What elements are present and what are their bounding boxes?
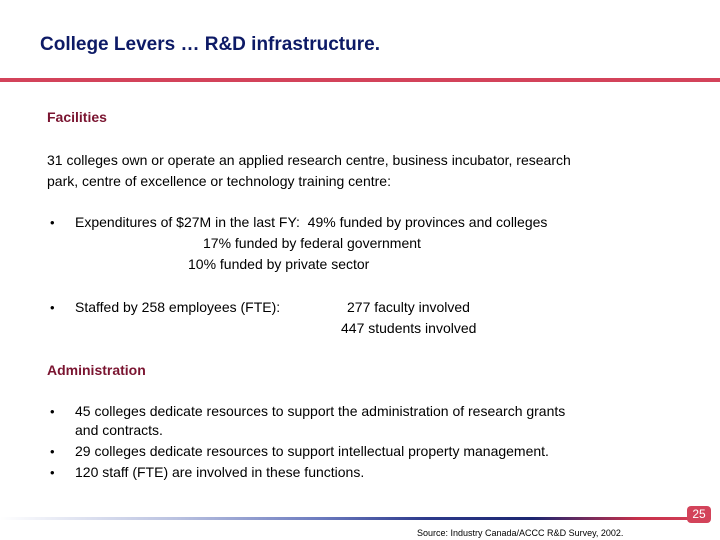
expenditures-line: Expenditures of $27M in the last FY: 49% funded by provinces and colleges: [75, 214, 548, 230]
bullet-marker: •: [50, 404, 55, 419]
admin-item-3: 120 staff (FTE) are involved in these functions.: [75, 464, 365, 480]
admin-item-1-cont: and contracts.: [75, 422, 163, 438]
bullet-marker: •: [50, 215, 55, 230]
staffed-label: Staffed by 258 employees (FTE):: [75, 299, 281, 315]
administration-heading: Administration: [47, 362, 146, 378]
facilities-intro: [47, 150, 687, 192]
expenditures-federal: 17% funded by federal government: [203, 235, 421, 251]
bullet-marker: •: [50, 465, 55, 480]
title-divider: [0, 78, 720, 82]
students-line: 447 students involved: [341, 320, 477, 336]
facilities-intro-line: 31 colleges own or operate an applied research centre, business incubator, research: [47, 152, 571, 168]
admin-item-2: 29 colleges dedicate resources to support intellectual property management.: [75, 443, 549, 459]
facilities-heading: Facilities: [47, 109, 107, 125]
bullet-marker: •: [50, 300, 55, 315]
facilities-intro-line: park, centre of excellence or technology training centre:: [47, 173, 391, 189]
bullet-marker: •: [50, 444, 55, 459]
admin-item-1: 45 colleges dedicate resources to support the administration of research grants: [75, 403, 566, 419]
footer-divider: [0, 517, 710, 520]
slide-title: College Levers … R&D infrastructure.: [40, 34, 380, 55]
page-number: 25: [687, 506, 711, 523]
expenditures-private: 10% funded by private sector: [188, 256, 370, 272]
source-note: Source: Industry Canada/ACCC R&D Survey, 2002.: [417, 528, 624, 538]
faculty-line: 277 faculty involved: [347, 299, 470, 315]
